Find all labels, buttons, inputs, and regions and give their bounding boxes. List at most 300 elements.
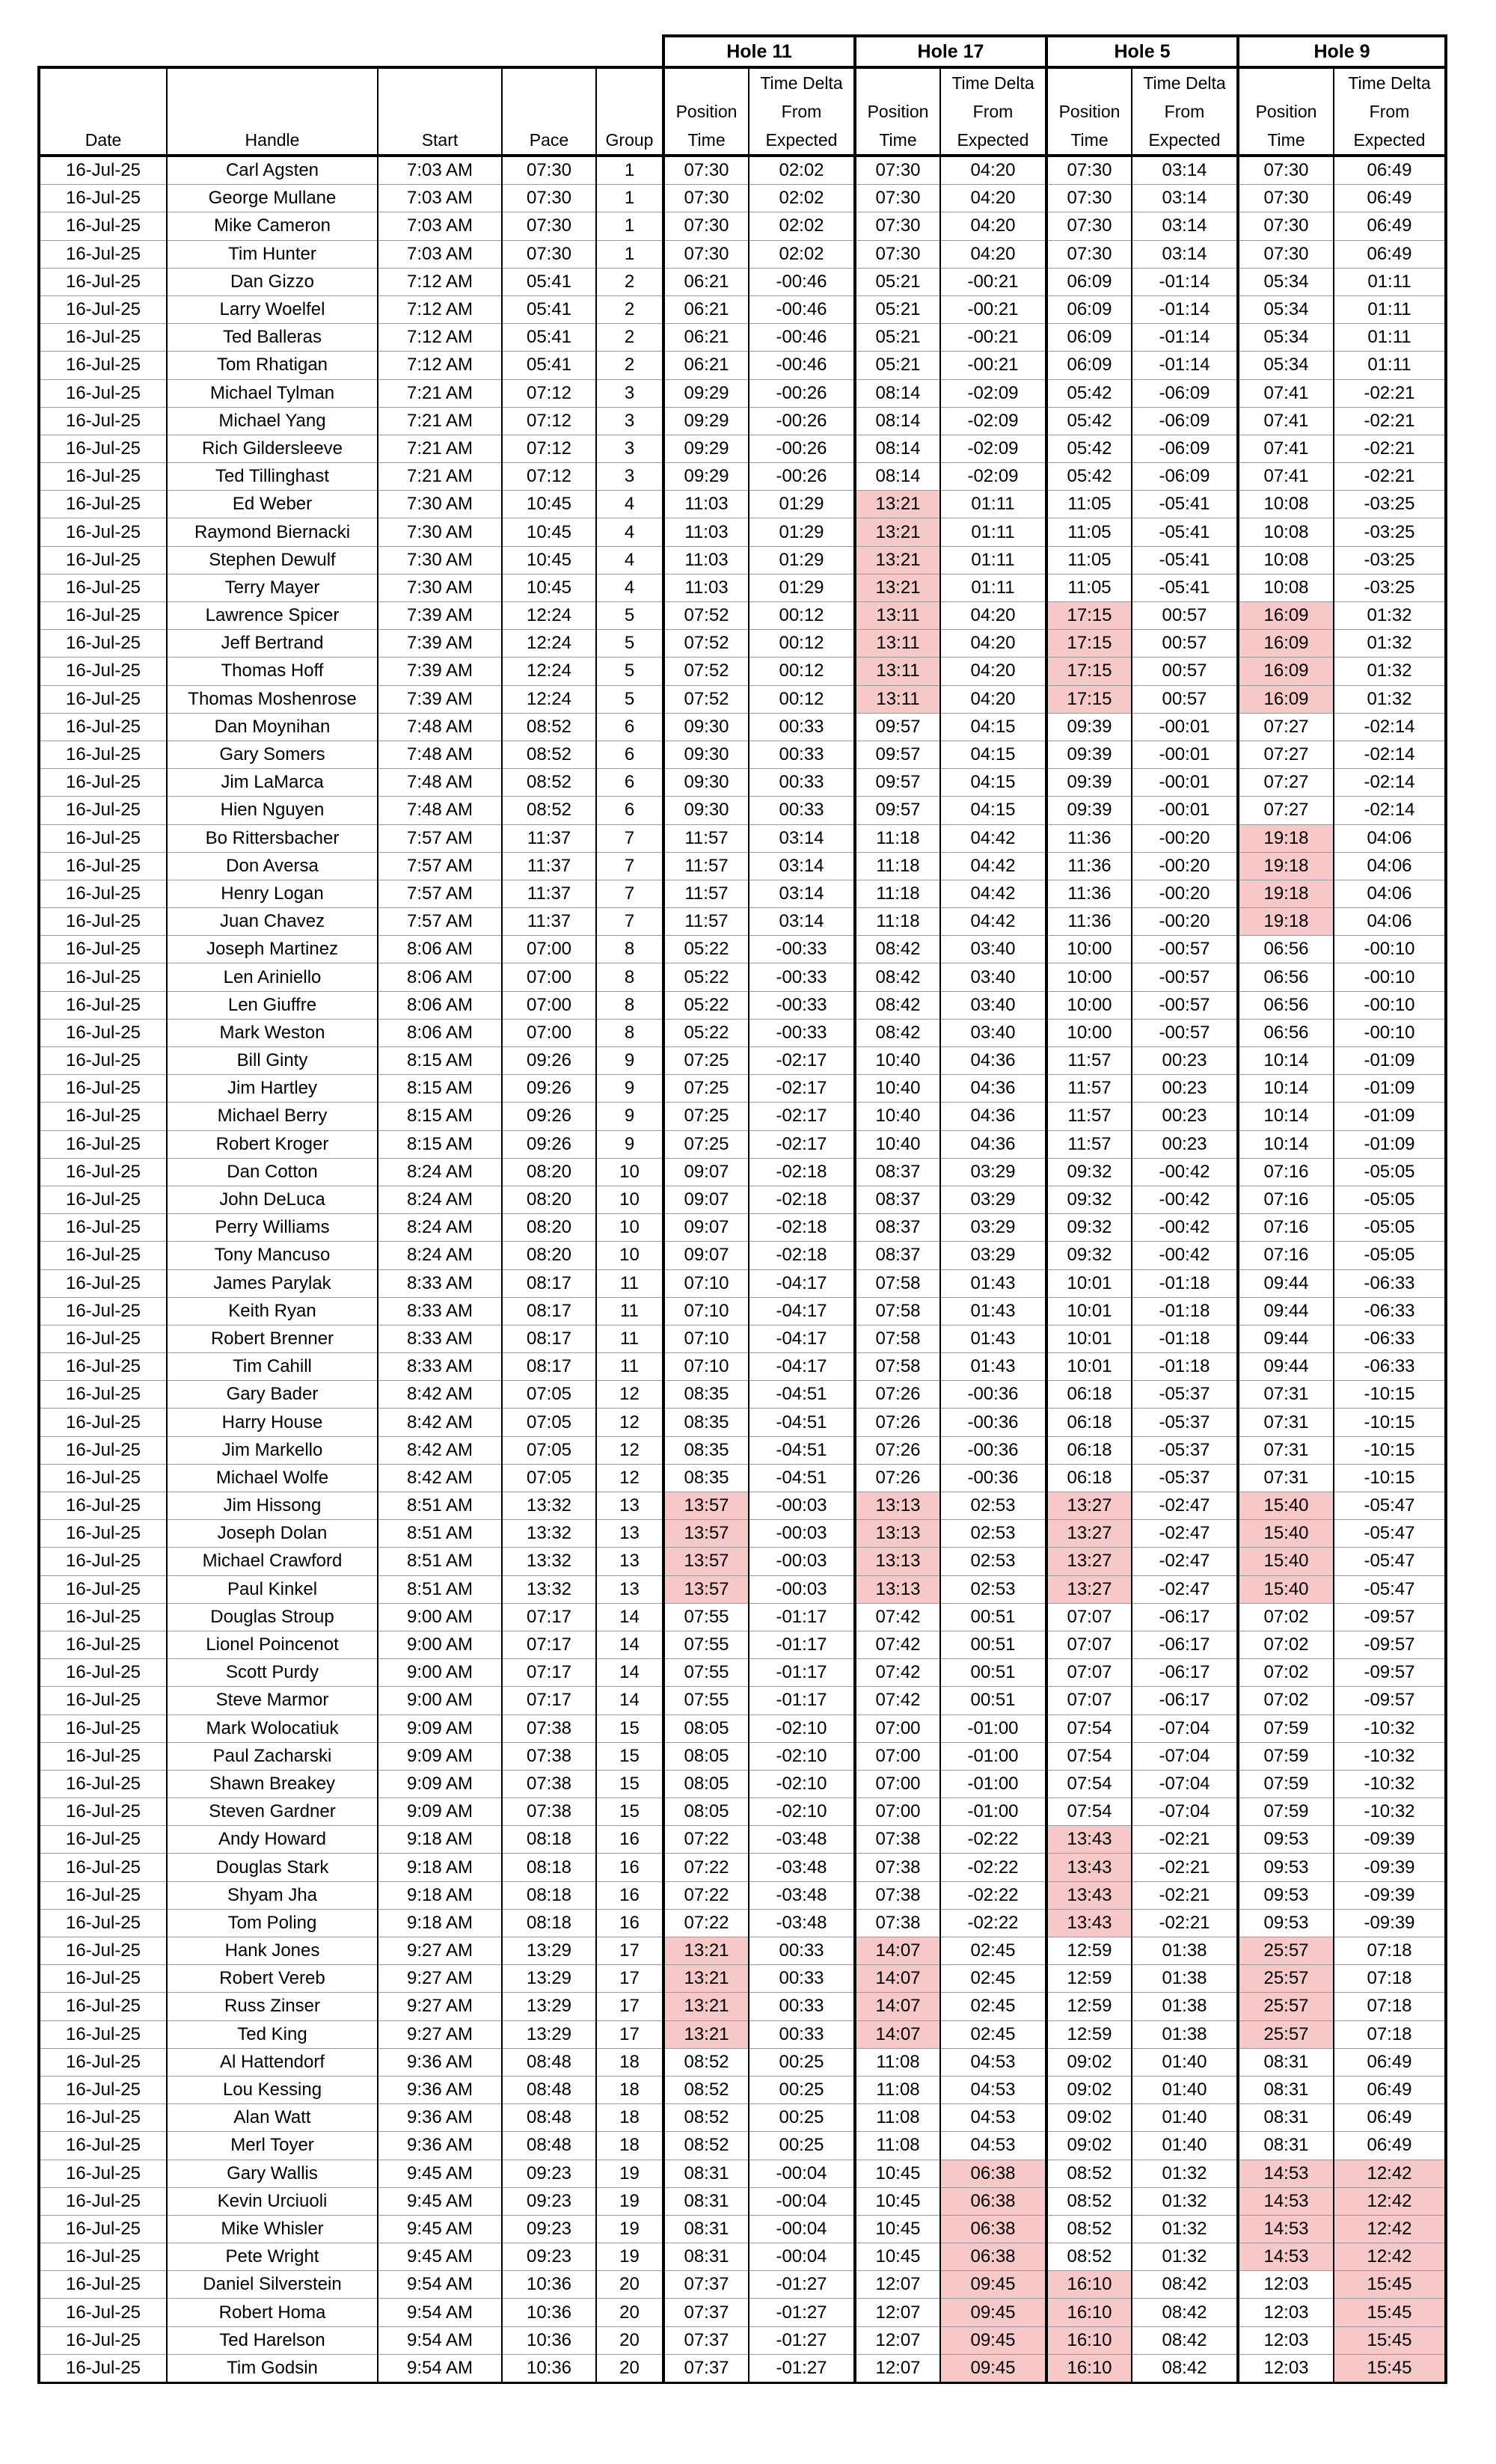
- h9-time-delta-cell: 04:06: [1334, 824, 1446, 852]
- h11-time-delta-cell: -00:04: [749, 2160, 855, 2187]
- h9-position-time-cell: 06:56: [1238, 1019, 1334, 1046]
- table-row: [39, 991, 1446, 1019]
- h11-time-delta-cell: -00:46: [749, 324, 855, 352]
- h17-time-delta-cell: 03:40: [940, 963, 1046, 991]
- handle-cell: Perry Williams: [167, 1214, 378, 1242]
- group-cell: 10: [596, 1242, 663, 1269]
- pace-cell: 09:23: [502, 2160, 596, 2187]
- h17-time-delta-cell: 04:53: [940, 2076, 1046, 2103]
- date-cell: 16-Jul-25: [39, 2299, 167, 2326]
- pace-cell: 10:45: [502, 574, 596, 601]
- h9-time-delta-cell: 15:45: [1334, 2326, 1446, 2354]
- date-cell: 16-Jul-25: [39, 1186, 167, 1213]
- h11-position-time-cell: 11:57: [663, 880, 749, 907]
- pace-cell: 10:45: [502, 546, 596, 574]
- h5-time-delta-cell: -00:42: [1132, 1214, 1238, 1242]
- h17-position-time-cell: 09:57: [855, 713, 940, 741]
- table-row: [39, 2354, 1446, 2382]
- h11-position-time-cell: 13:57: [663, 1520, 749, 1548]
- h17-position-time-cell: 14:07: [855, 2020, 940, 2048]
- date-cell: 16-Jul-25: [39, 2243, 167, 2271]
- h17-position-time-cell: 07:30: [855, 185, 940, 212]
- handle-cell: Michael Crawford: [167, 1548, 378, 1575]
- h17-position-time-cell: 11:18: [855, 852, 940, 880]
- start-cell: 9:27 AM: [378, 1937, 502, 1965]
- date-cell: 16-Jul-25: [39, 908, 167, 936]
- h11-time-delta-cell: -02:10: [749, 1714, 855, 1742]
- table-row: [39, 352, 1446, 379]
- hole-5-header: Hole 5: [1046, 36, 1238, 67]
- h11-position-time-cell: 07:30: [663, 185, 749, 212]
- h5-position-time-cell: 07:54: [1046, 1770, 1132, 1798]
- start-cell: 8:42 AM: [378, 1464, 502, 1492]
- start-cell: 9:27 AM: [378, 1993, 502, 2020]
- group-cell: 8: [596, 1019, 663, 1046]
- h5-time-delta-cell: -07:04: [1132, 1770, 1238, 1798]
- h11-time-delta-cell: -02:17: [749, 1130, 855, 1158]
- pace-cell: 10:36: [502, 2271, 596, 2299]
- h9-position-time-cell: 07:30: [1238, 212, 1334, 240]
- h9-time-delta-cell: 04:06: [1334, 880, 1446, 907]
- h17-time-delta-cell: 04:20: [940, 685, 1046, 713]
- h11-position-time-cell: 09:29: [663, 407, 749, 435]
- h17-position-time-cell: 11:08: [855, 2076, 940, 2103]
- pace-cell: 08:20: [502, 1214, 596, 1242]
- start-cell: 7:48 AM: [378, 741, 502, 768]
- handle-cell: Merl Toyer: [167, 2132, 378, 2160]
- h17-time-delta-cell: 06:38: [940, 2215, 1046, 2243]
- h11-time-delta-cell: -02:10: [749, 1770, 855, 1798]
- table-row: [39, 602, 1446, 630]
- table-row: [39, 212, 1446, 240]
- h9-position-time-cell: 07:31: [1238, 1381, 1334, 1409]
- pace-cell: 05:41: [502, 324, 596, 352]
- h9-position-time-cell: 14:53: [1238, 2243, 1334, 2271]
- h9-position-time-cell: 25:57: [1238, 1937, 1334, 1965]
- h17-position-time-cell: 07:30: [855, 240, 940, 268]
- group-cell: 14: [596, 1687, 663, 1714]
- h5-position-time-cell: 09:02: [1046, 2076, 1132, 2103]
- h11-time-delta-cell: -00:46: [749, 268, 855, 295]
- date-cell: 16-Jul-25: [39, 880, 167, 907]
- h9-time-delta-cell: 07:18: [1334, 1993, 1446, 2020]
- h17-position-time-cell: 10:40: [855, 1130, 940, 1158]
- h9-position-time-cell: 16:09: [1238, 630, 1334, 658]
- h9-position-time-cell: 10:14: [1238, 1075, 1334, 1103]
- h17-time-delta-cell: 03:40: [940, 991, 1046, 1019]
- h9-time-delta-cell: -05:05: [1334, 1186, 1446, 1213]
- date-cell: 16-Jul-25: [39, 1325, 167, 1352]
- h9-position-time-cell: 09:44: [1238, 1269, 1334, 1297]
- h11-time-delta-cell: 00:33: [749, 1937, 855, 1965]
- h11-time-delta-cell: -04:17: [749, 1297, 855, 1325]
- h5-time-delta-cell: -06:09: [1132, 407, 1238, 435]
- h17-time-delta-cell: 09:45: [940, 2326, 1046, 2354]
- handle-cell: Steven Gardner: [167, 1798, 378, 1826]
- pace-cell: 07:12: [502, 407, 596, 435]
- table-row: [39, 2104, 1446, 2132]
- handle-cell: Jim Hartley: [167, 1075, 378, 1103]
- start-cell: 9:36 AM: [378, 2104, 502, 2132]
- h11-position-time-cell: 07:37: [663, 2299, 749, 2326]
- start-cell: 9:18 AM: [378, 1826, 502, 1854]
- handle-cell: Bo Rittersbacher: [167, 824, 378, 852]
- h11-position-time-cell: 07:30: [663, 240, 749, 268]
- handle-cell: Stephen Dewulf: [167, 546, 378, 574]
- handle-cell: Ted Balleras: [167, 324, 378, 352]
- h9-position-time-cell: 07:27: [1238, 769, 1334, 797]
- h17-position-time-cell: 05:21: [855, 352, 940, 379]
- h11-position-time-cell: 09:07: [663, 1158, 749, 1186]
- h11-time-delta-cell: -02:18: [749, 1158, 855, 1186]
- h9-time-delta-cell: -05:47: [1334, 1548, 1446, 1575]
- h9-position-time-cell: 07:02: [1238, 1659, 1334, 1687]
- h11-position-time-cell: 07:52: [663, 602, 749, 630]
- h17-time-delta-cell: 02:45: [940, 1993, 1046, 2020]
- h11-time-delta-cell: -04:17: [749, 1269, 855, 1297]
- start-cell: 7:48 AM: [378, 769, 502, 797]
- h17-time-delta-cell: 02:53: [940, 1575, 1046, 1603]
- h17-position-time-cell: 07:58: [855, 1297, 940, 1325]
- handle-cell: Lionel Poincenot: [167, 1631, 378, 1658]
- table-row: [39, 1325, 1446, 1352]
- date-cell: 16-Jul-25: [39, 824, 167, 852]
- h5-position-time-cell: 05:42: [1046, 407, 1132, 435]
- h9-position-time-cell: 08:31: [1238, 2104, 1334, 2132]
- h17-time-delta-cell: -01:00: [940, 1714, 1046, 1742]
- h17-time-delta-cell: 09:45: [940, 2354, 1046, 2382]
- date-cell: 16-Jul-25: [39, 574, 167, 601]
- group-cell: 11: [596, 1297, 663, 1325]
- h5-time-delta-cell: 00:57: [1132, 658, 1238, 685]
- start-cell: 8:06 AM: [378, 936, 502, 963]
- h17-time-delta-cell: 04:20: [940, 630, 1046, 658]
- h5-time-delta-cell: -06:09: [1132, 379, 1238, 407]
- h17-time-delta-cell: 04:15: [940, 769, 1046, 797]
- date-cell: 16-Jul-25: [39, 1965, 167, 1993]
- group-cell: 4: [596, 518, 663, 546]
- table-row: [39, 463, 1446, 491]
- date-cell: 16-Jul-25: [39, 1714, 167, 1742]
- h17-time-delta-cell: 04:15: [940, 797, 1046, 824]
- pace-cell: 10:36: [502, 2354, 596, 2382]
- group-cell: 20: [596, 2354, 663, 2382]
- h11-time-delta-cell: -04:51: [749, 1436, 855, 1464]
- start-cell: 7:21 AM: [378, 407, 502, 435]
- handle-cell: Mark Wolocatiuk: [167, 1714, 378, 1742]
- h5-time-delta-cell: -05:41: [1132, 574, 1238, 601]
- h5-time-delta-cell: -00:01: [1132, 769, 1238, 797]
- pace-cell: 07:00: [502, 936, 596, 963]
- start-cell: 7:39 AM: [378, 658, 502, 685]
- table-row: [39, 2243, 1446, 2271]
- pace-cell: 09:26: [502, 1075, 596, 1103]
- group-cell: 7: [596, 880, 663, 907]
- h9-time-delta-cell: -09:39: [1334, 1881, 1446, 1909]
- h11-position-time-cell: 08:35: [663, 1464, 749, 1492]
- h17-position-time-cell: 07:42: [855, 1603, 940, 1631]
- h17-position-time-cell: 07:00: [855, 1770, 940, 1798]
- h11-time-delta-cell: -00:04: [749, 2215, 855, 2243]
- pace-cell: 13:29: [502, 1965, 596, 1993]
- h17-time-delta-cell: -02:22: [940, 1881, 1046, 1909]
- h9-time-delta-cell: -01:09: [1334, 1047, 1446, 1075]
- h17-position-time-cell: 14:07: [855, 1937, 940, 1965]
- h9-time-delta-cell: -00:10: [1334, 963, 1446, 991]
- pace-cell: 07:00: [502, 1019, 596, 1046]
- h17-time-delta-cell: -02:09: [940, 379, 1046, 407]
- start-cell: 9:00 AM: [378, 1687, 502, 1714]
- h9-position-time-cell: 15:40: [1238, 1520, 1334, 1548]
- h5-position-time-cell: 10:00: [1046, 936, 1132, 963]
- pace-cell: 09:23: [502, 2215, 596, 2243]
- h17-time-delta-cell: 03:29: [940, 1242, 1046, 1269]
- group-cell: 11: [596, 1325, 663, 1352]
- h11-time-delta-cell: 02:02: [749, 240, 855, 268]
- hole-11-header: Hole 11: [663, 36, 855, 67]
- h11-position-time-cell: 11:03: [663, 546, 749, 574]
- h5-position-time-cell: 08:52: [1046, 2160, 1132, 2187]
- pace-cell: 12:24: [502, 602, 596, 630]
- h9-time-delta-cell: 15:45: [1334, 2299, 1446, 2326]
- handle-cell: Ted King: [167, 2020, 378, 2048]
- date-cell: 16-Jul-25: [39, 324, 167, 352]
- h17-position-time-cell: 13:11: [855, 658, 940, 685]
- group-cell: 4: [596, 574, 663, 601]
- table-row: [39, 1047, 1446, 1075]
- h11-time-delta-cell: 00:25: [749, 2076, 855, 2103]
- h11-time-delta-cell: -01:17: [749, 1603, 855, 1631]
- h9-time-delta-cell: -10:15: [1334, 1381, 1446, 1409]
- pace-cell: 13:29: [502, 1993, 596, 2020]
- h17-position-time-cell: 08:42: [855, 1019, 940, 1046]
- h9-position-time-cell: 09:53: [1238, 1826, 1334, 1854]
- h17-time-delta-cell: 09:45: [940, 2271, 1046, 2299]
- h9-position-time-cell: 07:02: [1238, 1631, 1334, 1658]
- h11-position-time-cell: 09:30: [663, 741, 749, 768]
- pace-cell: 08:18: [502, 1909, 596, 1937]
- h17-time-delta-cell: -01:00: [940, 1770, 1046, 1798]
- h17-position-time-cell: 10:45: [855, 2243, 940, 2271]
- table-row: [39, 2048, 1446, 2076]
- h11-time-delta-cell: 00:33: [749, 769, 855, 797]
- start-cell: 9:45 AM: [378, 2160, 502, 2187]
- h11-time-delta-cell: -01:17: [749, 1631, 855, 1658]
- h9-time-delta-cell: -09:57: [1334, 1659, 1446, 1687]
- h5-position-time-cell: 11:05: [1046, 491, 1132, 518]
- h17-time-delta-cell: 00:51: [940, 1603, 1046, 1631]
- h5-position-time-cell: 17:15: [1046, 685, 1132, 713]
- h9-position-time-cell: 07:31: [1238, 1409, 1334, 1436]
- table-row: [39, 1687, 1446, 1714]
- h5-time-delta-cell: -01:18: [1132, 1353, 1238, 1381]
- h17-position-time-cell: 11:18: [855, 880, 940, 907]
- group-cell: 14: [596, 1659, 663, 1687]
- h11-time-delta-cell: -00:03: [749, 1492, 855, 1520]
- h17-position-time-cell: 12:07: [855, 2354, 940, 2382]
- handle-cell: Carl Agsten: [167, 156, 378, 185]
- h5-time-delta-cell: -06:17: [1132, 1603, 1238, 1631]
- h11-position-time-cell: 09:30: [663, 797, 749, 824]
- date-cell: 16-Jul-25: [39, 2271, 167, 2299]
- h5-position-time-cell: 05:42: [1046, 463, 1132, 491]
- h5-position-time-cell: 09:32: [1046, 1242, 1132, 1269]
- date-cell: 16-Jul-25: [39, 185, 167, 212]
- h9-time-delta-cell: -03:25: [1334, 491, 1446, 518]
- group-cell: 10: [596, 1158, 663, 1186]
- h17-time-delta-cell: 04:53: [940, 2132, 1046, 2160]
- h17-position-time-cell: 09:57: [855, 797, 940, 824]
- h11-position-time-cell: 11:57: [663, 852, 749, 880]
- h9-time-delta-cell: -00:10: [1334, 991, 1446, 1019]
- h5-time-delta-cell: -02:47: [1132, 1548, 1238, 1575]
- h17-time-delta-cell: 02:45: [940, 1965, 1046, 1993]
- h11-position-time-cell: 09:07: [663, 1242, 749, 1269]
- group-cell: 9: [596, 1047, 663, 1075]
- h17-time-delta-cell: 02:45: [940, 1937, 1046, 1965]
- handle-cell: Kevin Urciuoli: [167, 2187, 378, 2215]
- h17-position-time-cell: 07:00: [855, 1714, 940, 1742]
- start-cell: 9:54 AM: [378, 2299, 502, 2326]
- h17-position-time-cell: 12:07: [855, 2271, 940, 2299]
- pace-cell: 07:05: [502, 1381, 596, 1409]
- date-cell: 16-Jul-25: [39, 2104, 167, 2132]
- start-cell: 7:48 AM: [378, 797, 502, 824]
- group-cell: 17: [596, 1993, 663, 2020]
- group-cell: 16: [596, 1854, 663, 1881]
- h5-time-delta-cell: -06:17: [1132, 1659, 1238, 1687]
- handle-cell: Bill Ginty: [167, 1047, 378, 1075]
- handle-cell: Steve Marmor: [167, 1687, 378, 1714]
- table-row: [39, 880, 1446, 907]
- h5-position-time-cell: 13:27: [1046, 1492, 1132, 1520]
- pace-cell: 10:45: [502, 491, 596, 518]
- h9-position-time-cell: 06:56: [1238, 963, 1334, 991]
- h11-time-delta-cell: 00:33: [749, 713, 855, 741]
- h11-position-time-cell: 05:22: [663, 991, 749, 1019]
- h17-time-delta-cell: 01:11: [940, 574, 1046, 601]
- date-cell: 16-Jul-25: [39, 1464, 167, 1492]
- start-cell: 9:09 AM: [378, 1714, 502, 1742]
- h5-position-time-cell: 11:05: [1046, 546, 1132, 574]
- h17-time-delta-cell: 00:51: [940, 1631, 1046, 1658]
- h11-position-time-cell: 08:52: [663, 2132, 749, 2160]
- h9-position-time-cell: 10:14: [1238, 1103, 1334, 1130]
- pace-cell: 07:12: [502, 463, 596, 491]
- h11-position-time-cell: 08:05: [663, 1798, 749, 1826]
- h5-time-delta-cell: -01:18: [1132, 1297, 1238, 1325]
- h11-time-delta-cell: -01:27: [749, 2354, 855, 2382]
- table-row: [39, 1965, 1446, 1993]
- table-row: [39, 2160, 1446, 2187]
- h11-time-delta-cell: 00:12: [749, 630, 855, 658]
- start-cell: 8:33 AM: [378, 1353, 502, 1381]
- table-row: [39, 713, 1446, 741]
- h17-position-time-cell: 07:26: [855, 1464, 940, 1492]
- h11-position-time-cell: 07:25: [663, 1047, 749, 1075]
- date-cell: 16-Jul-25: [39, 240, 167, 268]
- h17-position-time-cell: 13:11: [855, 602, 940, 630]
- h5-time-delta-cell: -02:21: [1132, 1909, 1238, 1937]
- group-cell: 5: [596, 658, 663, 685]
- h17-position-time-cell: 08:37: [855, 1214, 940, 1242]
- group-cell: 11: [596, 1269, 663, 1297]
- h9-position-time-cell: 09:44: [1238, 1297, 1334, 1325]
- group-cell: 12: [596, 1381, 663, 1409]
- h17-time-delta-cell: 02:53: [940, 1520, 1046, 1548]
- h5-time-delta-cell: 01:38: [1132, 1965, 1238, 1993]
- h17-position-time-cell: 08:42: [855, 936, 940, 963]
- h17-time-delta-cell: 04:20: [940, 240, 1046, 268]
- h5-position-time-cell: 10:00: [1046, 1019, 1132, 1046]
- h5-time-delta-cell: 01:38: [1132, 1993, 1238, 2020]
- h5-position-time-cell: 09:32: [1046, 1214, 1132, 1242]
- h17-position-time-cell: 09:57: [855, 741, 940, 768]
- h9-position-time-cell: 19:18: [1238, 880, 1334, 907]
- h17-position-time-cell: 13:21: [855, 518, 940, 546]
- table-row: [39, 156, 1446, 185]
- table-row: [39, 1492, 1446, 1520]
- h17-position-time-cell: 08:37: [855, 1158, 940, 1186]
- h5-time-delta-cell: 08:42: [1132, 2271, 1238, 2299]
- table-row: [39, 1631, 1446, 1658]
- h9-position-time-cell: 06:56: [1238, 991, 1334, 1019]
- pace-cell: 10:36: [502, 2299, 596, 2326]
- h11-position-time-cell: 09:07: [663, 1214, 749, 1242]
- h5-position-time-cell: 09:39: [1046, 713, 1132, 741]
- h5-time-delta-cell: -07:04: [1132, 1798, 1238, 1826]
- start-cell: 9:36 AM: [378, 2048, 502, 2076]
- h11-time-delta-cell: 00:33: [749, 2020, 855, 2048]
- h11-time-delta-header: Time Delta From Expected: [749, 67, 855, 156]
- group-cell: 3: [596, 407, 663, 435]
- h11-time-delta-cell: 00:33: [749, 741, 855, 768]
- h11-time-delta-cell: 02:02: [749, 156, 855, 185]
- h9-position-time-cell: 07:41: [1238, 379, 1334, 407]
- h9-position-time-cell: 07:27: [1238, 741, 1334, 768]
- h17-position-time-cell: 11:18: [855, 824, 940, 852]
- date-cell: 16-Jul-25: [39, 1659, 167, 1687]
- date-cell: 16-Jul-25: [39, 546, 167, 574]
- handle-cell: John DeLuca: [167, 1186, 378, 1213]
- table-row: [39, 1909, 1446, 1937]
- h17-position-time-cell: 13:21: [855, 574, 940, 601]
- table-row: [39, 1075, 1446, 1103]
- h9-position-time-cell: 09:53: [1238, 1909, 1334, 1937]
- handle-cell: Keith Ryan: [167, 1297, 378, 1325]
- handle-cell: Scott Purdy: [167, 1659, 378, 1687]
- h9-position-time-cell: 10:08: [1238, 546, 1334, 574]
- h17-time-delta-cell: 06:38: [940, 2243, 1046, 2271]
- handle-cell: Robert Homa: [167, 2299, 378, 2326]
- h11-time-delta-cell: 00:33: [749, 1993, 855, 2020]
- h5-position-time-cell: 11:57: [1046, 1130, 1132, 1158]
- h11-position-time-cell: 08:52: [663, 2104, 749, 2132]
- group-cell: 19: [596, 2187, 663, 2215]
- h9-time-delta-cell: -06:33: [1334, 1269, 1446, 1297]
- start-cell: 9:54 AM: [378, 2354, 502, 2382]
- h11-time-delta-cell: -02:18: [749, 1186, 855, 1213]
- date-cell: 16-Jul-25: [39, 2354, 167, 2382]
- group-cell: 3: [596, 435, 663, 462]
- h9-time-delta-cell: -00:10: [1334, 1019, 1446, 1046]
- h5-time-delta-cell: -06:17: [1132, 1631, 1238, 1658]
- h11-position-time-cell: 09:07: [663, 1186, 749, 1213]
- table-row: [39, 295, 1446, 323]
- h5-position-time-cell: 10:01: [1046, 1325, 1132, 1352]
- h17-position-time-cell: 13:11: [855, 685, 940, 713]
- h17-position-time-cell: 08:14: [855, 435, 940, 462]
